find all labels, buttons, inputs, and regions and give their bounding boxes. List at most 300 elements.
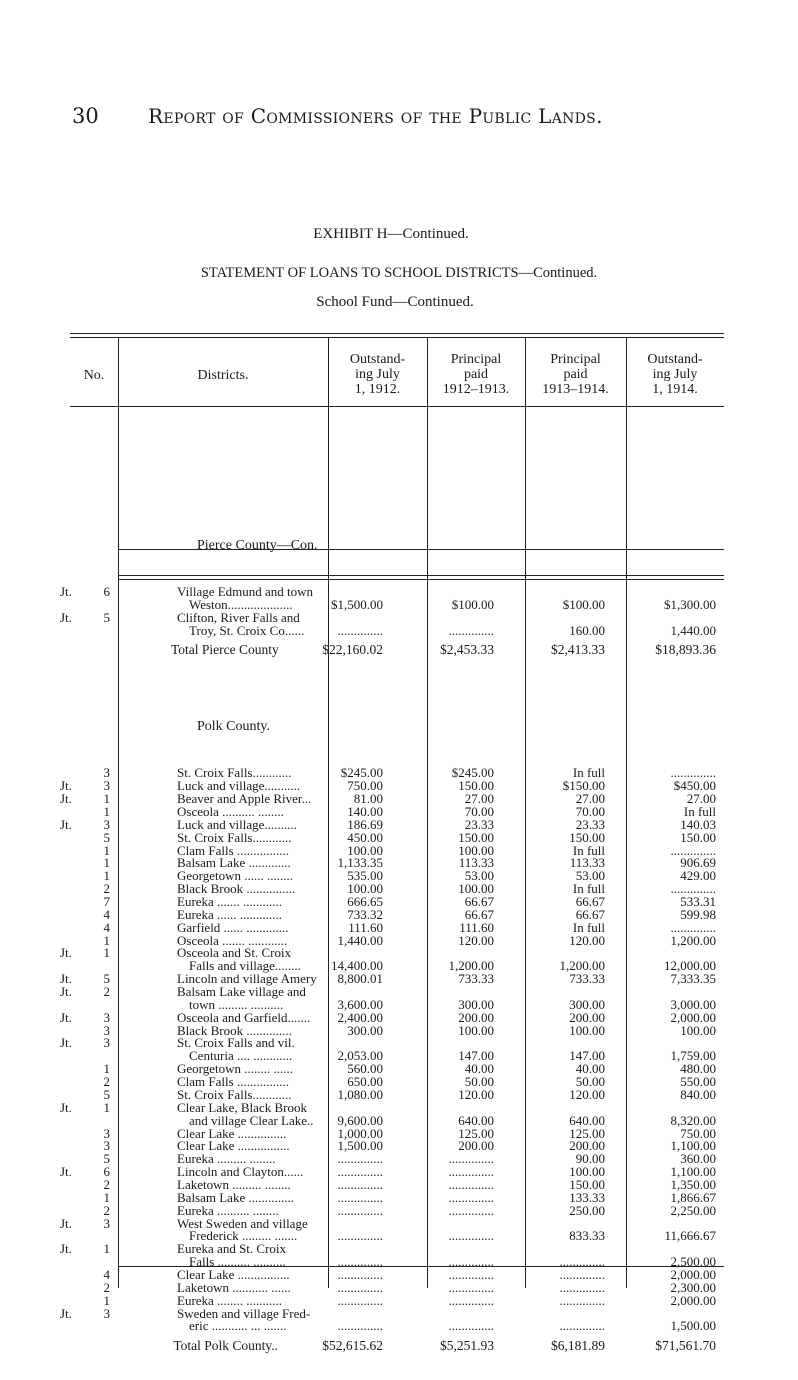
district-number: 2 [103,881,110,897]
amount-o12: 1,133.35 [337,855,383,871]
amount-o12: 535.00 [347,868,383,884]
county-heading-row [60,524,726,568]
district-cell [171,637,282,663]
district-number-cell [60,960,171,973]
amount-o12: .............. [337,1151,383,1167]
amount-o14: 480.00 [680,1061,716,1077]
district-number-cell [60,586,171,599]
amount-p13: 733.33 [458,971,494,987]
district-number-cell [60,1202,171,1218]
amount-o12: .............. [337,1176,383,1192]
amount-o12: .............. [337,1266,383,1282]
amount-p14: 113.33 [569,855,605,871]
district-number: 3 [103,1215,110,1231]
amount-p13: 1,200.00 [448,958,494,974]
amount-p14: 833.33 [569,1228,605,1244]
amount-o14: 1,200.00 [670,932,716,948]
amount-p13 [393,524,504,568]
amount-o12: 733.32 [347,906,383,922]
amount-o14: 2,500.00 [670,1254,716,1270]
district-number-cell [60,1292,171,1308]
table-row [60,625,726,638]
district-number-cell [60,1099,171,1115]
amount-p13 [393,705,504,749]
table-row [60,999,726,1012]
district-name: Clear Lake ................ [177,1138,290,1154]
district-name: Osceola ....... ............ [177,932,288,948]
table-row [60,599,726,612]
district-number-cell [60,1115,171,1128]
district-number-cell [60,793,171,806]
amount-o14: 550.00 [680,1074,716,1090]
district-number: 1 [103,842,110,858]
table-row [60,1230,726,1243]
district-name: Troy, St. Croix Co...... [189,622,305,638]
amount-p14: 66.67 [575,894,605,910]
amount-p14: 40.00 [575,1061,605,1077]
joint-prefix: Jt. [60,1035,72,1051]
district-number-cell [60,1243,171,1256]
district-number: 1 [103,1292,110,1308]
district-number-cell [60,1022,171,1038]
amount-p13: 200.00 [458,1009,494,1025]
district-number-cell [60,1063,171,1076]
amount-p13: 147.00 [458,1048,494,1064]
amount-o12: 450.00 [347,829,383,845]
amount-p13: 100.00 [458,1022,494,1038]
joint-prefix: Jt. [60,778,72,794]
district-number: 3 [103,765,110,781]
district-number: 3 [103,1009,110,1025]
joint-prefix: Jt. [60,1099,72,1115]
table-row [60,832,726,845]
district-name: Clam Falls ................ [177,1074,289,1090]
amount-p14: .............. [559,1292,605,1308]
district-number-cell [60,883,171,896]
district-number: 3 [103,816,110,832]
amount-p14: 150.00 [569,829,605,845]
amount-p13: 23.33 [464,816,494,832]
district-number: 4 [103,919,110,935]
district-number-cell [60,1215,171,1231]
amount-o14: 7,333.35 [670,971,716,987]
district-number-cell [60,829,171,845]
district-number: 5 [103,971,110,987]
district-number: 5 [103,609,110,625]
district-number-cell [60,947,171,960]
table-top-rule [70,333,724,334]
amount-p14: 150.00 [569,1176,605,1192]
spacer-cell [60,749,726,767]
joint-prefix: Jt. [60,1305,72,1321]
district-name: Eureka and St. Croix [177,1241,287,1257]
table-row [60,1037,726,1050]
amount-p14: .............. [559,1254,605,1270]
district-name: Sweden and village Fred- [177,1305,311,1321]
amount-p13: 100.00 [458,842,494,858]
table-row [60,883,726,896]
spacer-cell [60,482,726,524]
spacer-row [60,568,726,586]
joint-prefix: Jt. [60,791,72,807]
amount-o12: 1,080.00 [337,1086,383,1102]
col-header-paid-1913: Principal paid 1912–1913. [442,352,510,397]
joint-prefix: Jt. [60,1009,72,1025]
amount-p14: 125.00 [569,1125,605,1141]
table-row [60,780,726,793]
amount-p13: .............. [448,1164,494,1180]
amount-o12: 300.00 [347,1022,383,1038]
amount-p14: 147.00 [569,1048,605,1064]
amount-p13: 150.00 [458,829,494,845]
district-number-cell [60,870,171,883]
running-header: Report of Commissioners of the Public Lands. [148,104,603,128]
amount-p14 [504,524,615,568]
spacer-row [60,663,726,705]
table-row [60,612,726,625]
amount-p14: 200.00 [569,1138,605,1154]
amount-p14: $150.00 [562,778,605,794]
amount-o12: 100.00 [347,842,383,858]
district-name: Luck and village........... [177,778,301,794]
table-row [60,935,726,948]
district-name: Georgetown ...... ........ [177,868,294,884]
amount-o14: 429.00 [680,868,716,884]
district-number-cell [60,1266,171,1282]
county-total-row [60,1333,726,1359]
amount-p14: In full [572,842,605,858]
amount-o12 [282,705,393,749]
amount-o12: 14,400.00 [331,958,383,974]
amount-p14: 53.00 [575,868,605,884]
district-number: 2 [103,1074,110,1090]
table-row [60,909,726,922]
district-name: Osceola and St. Croix [177,945,292,961]
exhibit-caption: EXHIBIT H—Continued. [313,226,469,242]
district-number: 3 [103,1305,110,1321]
joint-prefix: Jt. [60,1215,72,1231]
district-name: Falls and village........ [189,958,301,974]
table-row [60,896,726,909]
district-number: 5 [103,1086,110,1102]
district-name: Eureka ........ ........... [177,1292,283,1308]
amount-p13: 40.00 [464,1061,494,1077]
col-header-no: No. [83,368,105,383]
amount-o14: 750.00 [680,1125,716,1141]
table-row [60,1128,726,1141]
amount-o14: 1,500.00 [670,1318,716,1334]
amount-p14: 733.33 [569,971,605,987]
amount-p13: 120.00 [458,932,494,948]
amount-o12: 9,600.00 [337,1112,383,1128]
amount-o14 [615,524,726,568]
district-number-cell [60,1279,171,1295]
amount-p13: .............. [448,1176,494,1192]
district-number-cell [60,1189,171,1205]
amount-o12: 650.00 [347,1074,383,1090]
amount-p14: In full [572,881,605,897]
district-number: 3 [103,1035,110,1051]
spacer-cell [60,568,726,586]
amount-o12: $245.00 [340,765,383,781]
table-row [60,767,726,780]
table-row [60,1282,726,1295]
table-row [60,1308,726,1321]
district-number-cell [60,842,171,858]
district-name: and village Clear Lake.. [189,1112,314,1128]
district-name: Beaver and Apple River... [177,791,312,807]
district-name: eric ........... ... ....... [189,1318,287,1334]
district-number: 1 [103,791,110,807]
county-heading-row [60,705,726,749]
amount-p13: 300.00 [458,996,494,1012]
amount-o12: .............. [337,1318,383,1334]
district-cell [171,705,282,749]
district-number-cell [60,780,171,793]
district-number: 6 [103,584,110,599]
district-name: Eureka ...... ............. [177,906,283,922]
statement-caption: STATEMENT OF LOANS TO SCHOOL DISTRICTS—Continued. [200,265,598,281]
amount-p14: .............. [559,1266,605,1282]
district-name: Eureka .......... ........ [177,1202,279,1218]
amount-o12: 2,053.00 [337,1048,383,1064]
district-number: 2 [103,1202,110,1218]
district-number: 1 [103,1189,110,1205]
amount-p13: 50.00 [464,1074,494,1090]
district-number: 4 [103,906,110,922]
amount-p14: 640.00 [569,1112,605,1128]
amount-o12: $52,615.62 [322,1338,383,1354]
amount-p13: 640.00 [458,1112,494,1128]
table-row [60,1243,726,1256]
district-number-cell [60,625,171,638]
district-name: Georgetown ........ ...... [177,1061,294,1077]
district-name: St. Croix Falls............ [177,765,292,781]
amount-p13: 70.00 [464,804,494,820]
amount-o14: $450.00 [673,778,716,794]
amount-o14: 599.98 [680,906,716,922]
amount-p13: 125.00 [458,1125,494,1141]
amount-o12: .............. [337,1292,383,1308]
table-row [60,986,726,999]
amount-o12: 186.69 [347,816,383,832]
amount-o12: 1,440.00 [337,932,383,948]
amount-p14: 133.33 [569,1189,605,1205]
table-row [60,819,726,832]
district-number-cell [60,1037,171,1050]
amount-o12: .............. [337,1254,383,1270]
district-name: Clear Lake, Black Brook [177,1099,307,1115]
district-name: Garfield ...... ............. [177,919,289,935]
joint-prefix: Jt. [60,984,72,1000]
amount-o14: 3,000.00 [670,996,716,1012]
district-number-cell [60,986,171,999]
joint-prefix: Jt. [60,945,72,961]
district-number: 1 [103,1099,110,1115]
district-number: 2 [103,1279,110,1295]
district-name: Lincoln and Clayton...... [177,1164,304,1180]
district-name: Black Brook .............. [177,1022,292,1038]
district-number-cell [60,524,171,568]
district-name: Laketown ........... ...... [177,1279,291,1295]
table-row [60,586,726,599]
district-number-cell [60,973,171,986]
amount-o14: 1,759.00 [670,1048,716,1064]
district-number: 7 [103,894,110,910]
table-row [60,1166,726,1179]
district-name: Balsam Lake .............. [177,1189,294,1205]
amount-o14: .............. [670,919,716,935]
col-header-districts: Districts. [197,368,249,383]
amount-o12: 1,500.00 [337,1138,383,1154]
amount-o12: .............. [337,1189,383,1205]
amount-o14: 12,000.00 [664,958,716,974]
table-row [60,1102,726,1115]
amount-p13: .............. [448,1254,494,1270]
amount-o14 [615,705,726,749]
district-number-cell [60,1176,171,1192]
district-number-cell [60,609,171,625]
amount-p14: 200.00 [569,1009,605,1025]
amount-o14: 1,866.67 [670,1189,716,1205]
district-number: 1 [103,932,110,948]
amount-o14: 27.00 [686,791,716,807]
district-name: West Sweden and village [177,1215,308,1231]
col-header-outstanding-1912: Outstand- ing July 1, 1912. [349,352,406,397]
district-number-cell [60,1086,171,1102]
table-row [60,1192,726,1205]
district-number: 5 [103,829,110,845]
table-row [60,1205,726,1218]
district-name: Laketown ......... ........ [177,1176,291,1192]
amount-o12: $1,500.00 [331,596,383,612]
table-row [60,1012,726,1025]
district-number-cell [60,1050,171,1063]
district-name: St. Croix Falls............ [177,1086,292,1102]
table-row [60,1050,726,1063]
spacer-cell [60,663,726,705]
district-number: 1 [103,945,110,961]
county-heading: Pierce County—Con. [197,538,318,553]
amount-p13: 100.00 [458,881,494,897]
amount-o12: 100.00 [347,881,383,897]
page-number: 30 [72,104,99,128]
amount-o12: 1,000.00 [337,1125,383,1141]
amount-o12: 750.00 [347,778,383,794]
amount-o12: 8,800.01 [337,971,383,987]
table-row [60,1179,726,1192]
district-number-cell [60,705,171,749]
county-total-label: Total Polk County.. [173,1338,278,1354]
district-name: Centuria .... ............ [189,1048,293,1064]
amount-p13: .............. [448,1151,494,1167]
district-name: Weston.................... [189,596,293,612]
district-name: Eureka ....... ............ [177,894,283,910]
amount-o14: 2,000.00 [670,1009,716,1025]
county-heading: Polk County. [197,719,270,735]
district-number-cell [60,1305,171,1321]
amount-p14: 120.00 [569,932,605,948]
amount-o14: .............. [670,881,716,897]
amount-p14: 250.00 [569,1202,605,1218]
joint-prefix: Jt. [60,609,72,625]
table-row [60,1089,726,1102]
amount-o12: .............. [337,1228,383,1244]
district-cell [171,622,305,638]
district-number: 1 [103,868,110,884]
amount-p13: .............. [448,1279,494,1295]
table-row [60,947,726,960]
amount-o12: 560.00 [347,1061,383,1077]
district-number-cell [60,1125,171,1141]
amount-p14: $6,181.89 [551,1338,605,1354]
district-name: Clifton, River Falls and [177,609,300,625]
amount-o12: 3,600.00 [337,996,383,1012]
district-number-cell [60,1140,171,1153]
amount-o14: 533.31 [680,894,716,910]
county-total-label: Total Pierce County [171,642,279,658]
amount-p13: 150.00 [458,778,494,794]
district-name: Clear Lake ................ [177,1266,290,1282]
amount-o12: 111.60 [348,919,383,935]
district-name: Luck and village.......... [177,816,297,832]
table-row [60,922,726,935]
table-row [60,1153,726,1166]
amount-p14: In full [572,765,605,781]
amount-o14: 140.03 [680,816,716,832]
amount-p14: $100.00 [562,596,605,612]
amount-p13: 66.67 [464,906,494,922]
amount-o14: 2,000.00 [670,1266,716,1282]
amount-o14: 8,320.00 [670,1112,716,1128]
district-name: Clam Falls ................ [177,842,289,858]
amount-p13: 27.00 [464,791,494,807]
amount-o14: 1,440.00 [670,622,716,638]
district-number-cell [60,806,171,819]
district-number-cell [60,932,171,948]
joint-prefix: Jt. [60,1241,72,1257]
amount-o14: $18,893.36 [655,642,716,658]
amount-p14: .............. [559,1318,605,1334]
joint-prefix: Jt. [60,1164,72,1180]
district-number-cell [60,1166,171,1179]
joint-prefix: Jt. [60,584,72,599]
district-name: Falls .......... .......... [189,1254,286,1270]
district-number: 3 [103,1125,110,1141]
amount-o14: 2,000.00 [670,1292,716,1308]
district-name: Clear Lake ............... [177,1125,287,1141]
table-row [60,960,726,973]
district-name: Osceola .......... ........ [177,804,284,820]
district-number: 1 [103,1061,110,1077]
table-row [60,1256,726,1269]
amount-p14: In full [572,919,605,935]
amount-p14: .............. [559,1279,605,1295]
district-number: 2 [103,984,110,1000]
district-number: 1 [103,804,110,820]
amount-p14: 1,200.00 [559,958,605,974]
district-number: 1 [103,1241,110,1257]
amount-o12: 81.00 [353,791,383,807]
amount-o14: 2,250.00 [670,1202,716,1218]
spacer-row [60,482,726,524]
amount-p14: 100.00 [569,1022,605,1038]
table-row [60,1025,726,1038]
table-row [60,1076,726,1089]
district-number-cell [60,1333,171,1359]
district-name: town ......... .......... [189,996,284,1012]
joint-prefix: Jt. [60,971,72,987]
